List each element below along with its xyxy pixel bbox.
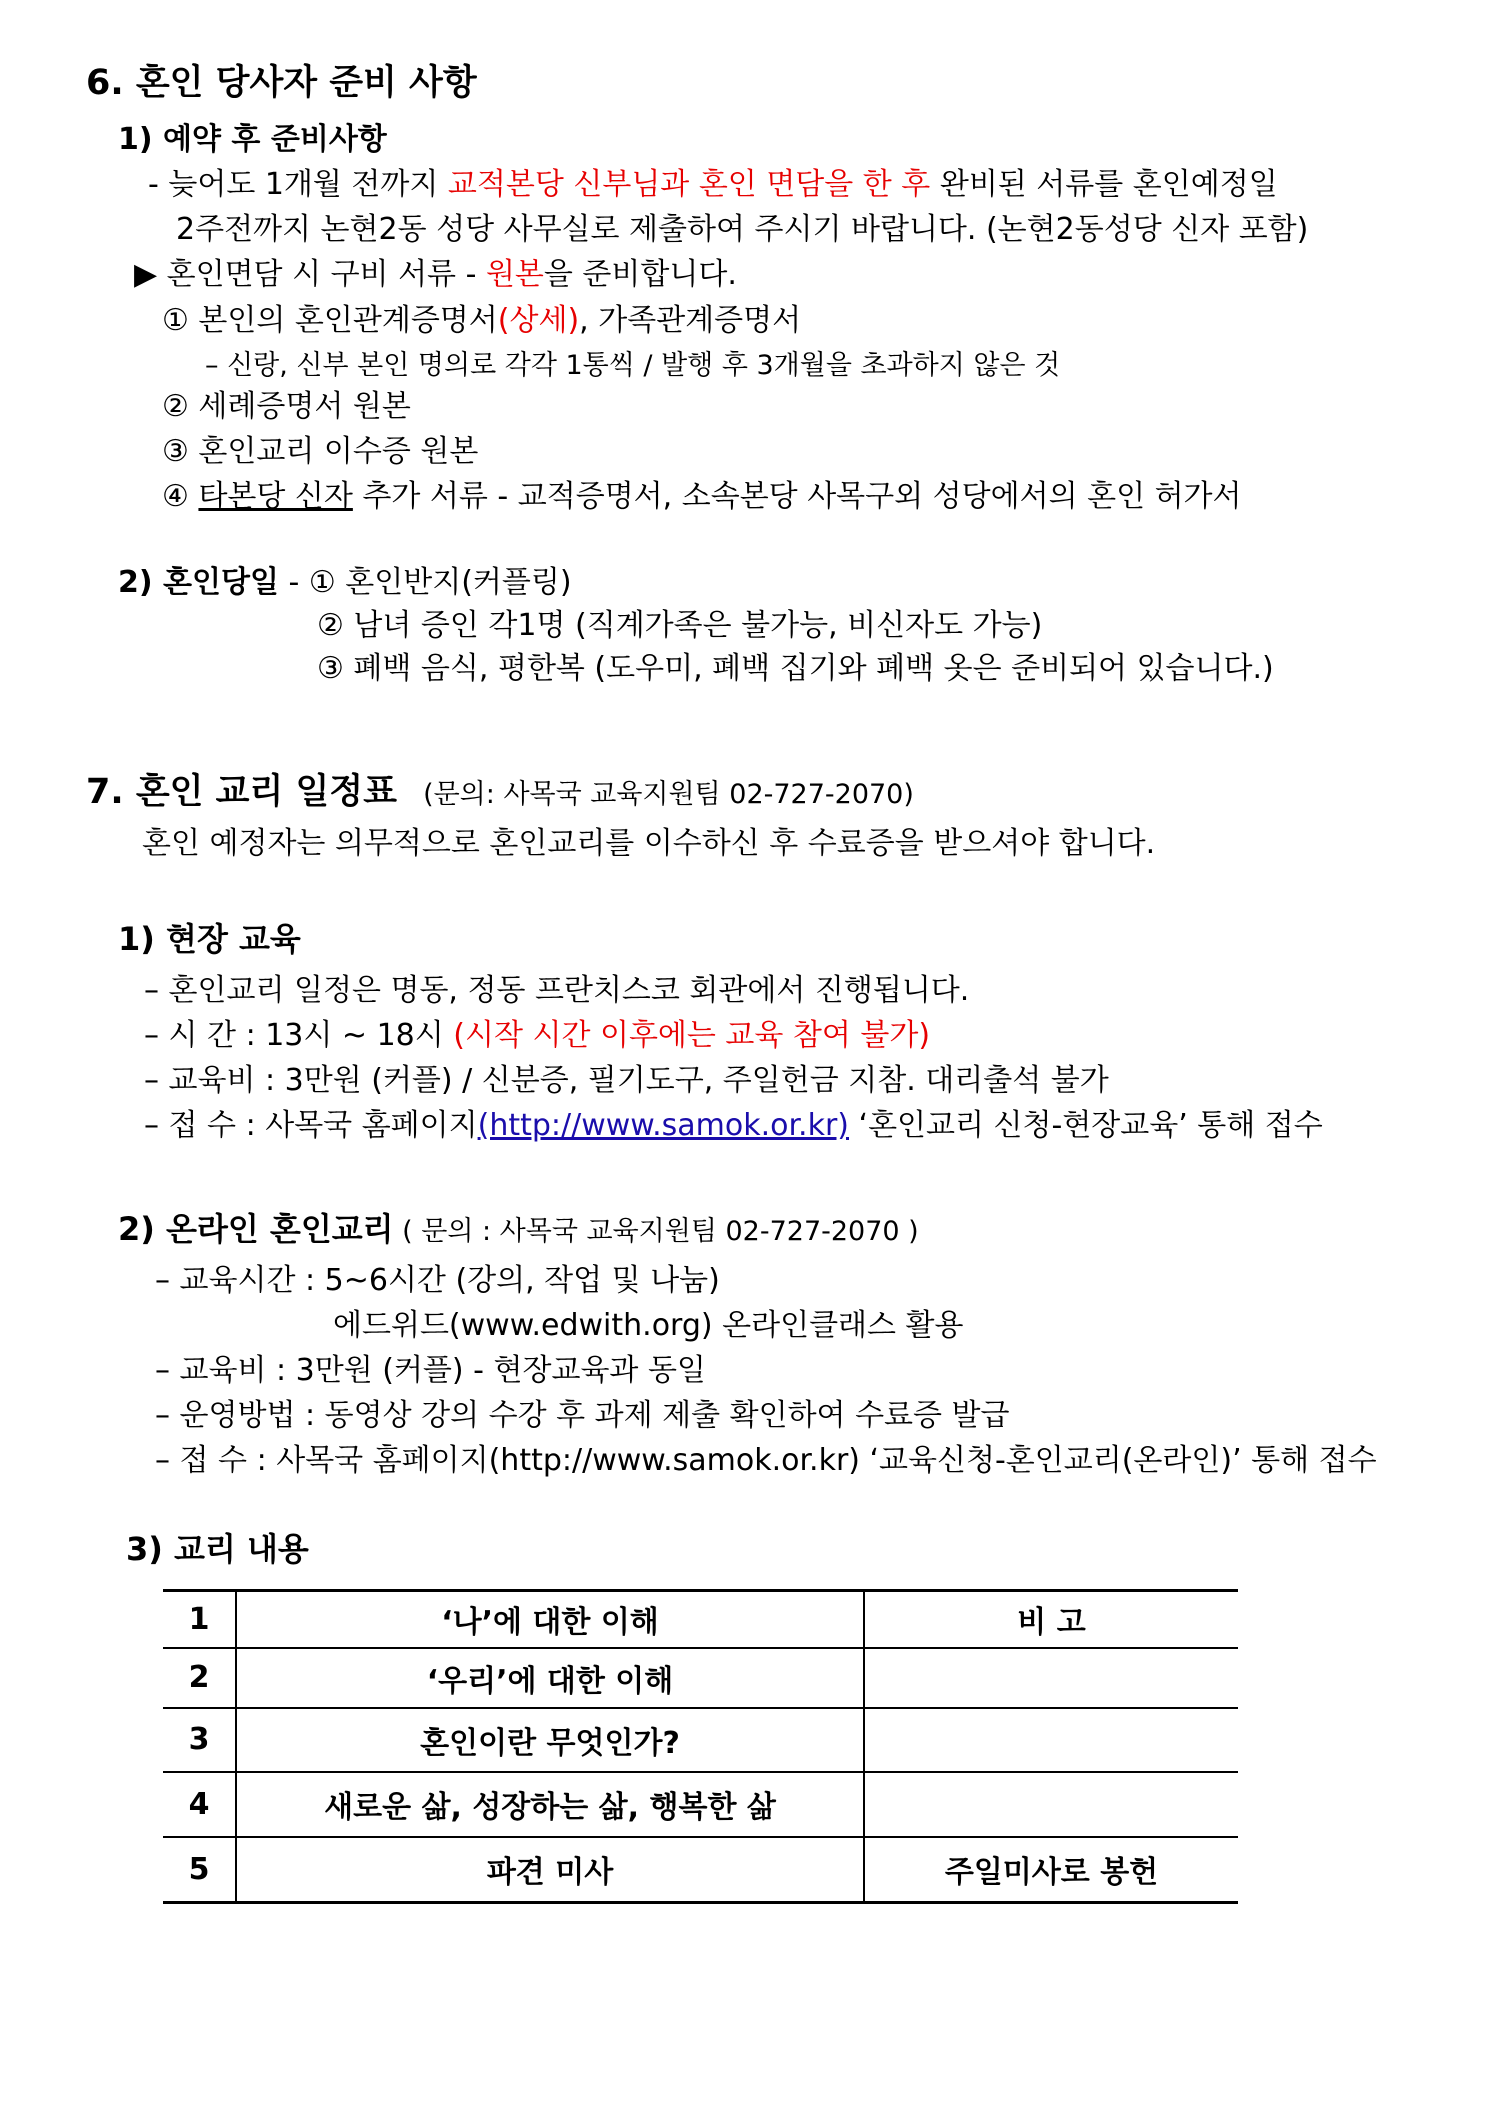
section7-sub2-inquiry: ( 문의 : 사목국 교육지원팀 02-727-2070 ): [393, 1216, 919, 1247]
row-number: 1: [163, 1591, 236, 1648]
text: ‘혼인교리 신청-현장교육’ 통해 접수: [849, 1108, 1323, 1143]
online-item-4: – 접 수 : 사목국 홈페이지(http://www.samok.or.kr) ‘교육신청-혼인교리(온라인)’ 통해 접수: [155, 1443, 1377, 1478]
doc-item-2: ② 세례증명서 원본: [162, 389, 411, 424]
text: -: [278, 565, 309, 600]
text: ① 혼인반지(커플링): [308, 565, 572, 600]
table-row: [163, 1708, 1238, 1772]
doc-item-3: ③ 혼인교리 이수증 원본: [162, 434, 479, 469]
row-note: [864, 1772, 1238, 1837]
highlight-text: 교적본당 신부님과 혼인 면담을 한 후: [447, 167, 931, 202]
text: ▶ 혼인면담 시 구비 서류 -: [134, 257, 486, 292]
onsite-item-2: [144, 1017, 930, 1055]
row-topic: ‘우리’에 대한 이해: [236, 1648, 864, 1708]
doc-item-1: [162, 302, 801, 340]
text: 추가 서류 - 교적증명서, 소속본당 사목구외 성당에서의 혼인 허가서: [352, 479, 1242, 514]
section6-sub2: 2) 혼인당일: [118, 565, 279, 600]
paragraph-1-line2: 2주전까지 논현2동 성당 사무실로 제출하여 주시기 바랍니다. (논현2동성당 신자 포함): [176, 212, 1309, 247]
section7-sub2-line: [118, 1210, 919, 1251]
wedding-day-line2: ② 남녀 증인 각1명 (직계가족은 불가능, 비신자도 가능): [317, 608, 1043, 643]
section7-sub3: 3) 교리 내용: [126, 1530, 309, 1568]
row-number: 3: [163, 1708, 236, 1772]
row-number: 2: [163, 1648, 236, 1708]
text: - 늦어도 1개월 전까지: [148, 167, 448, 202]
section7-title: 7. 혼인 교리 일정표: [86, 772, 397, 812]
highlight-text: (시작 시간 이후에는 교육 참여 불가): [453, 1018, 931, 1053]
row-topic: ‘나’에 대한 이해: [236, 1591, 864, 1648]
row-topic: 혼인이란 무엇인가?: [236, 1708, 864, 1772]
online-item-2: – 교육비 : 3만원 (커플) - 현장교육과 동일: [155, 1353, 706, 1388]
row-number: 5: [163, 1837, 236, 1903]
section7-intro: 혼인 예정자는 의무적으로 혼인교리를 이수하신 후 수료증을 받으셔야 합니다.: [142, 826, 1156, 861]
online-item-3: – 운영방법 : 동영상 강의 수강 후 과제 제출 확인하여 수료증 발급: [155, 1398, 1010, 1433]
row-topic: 새로운 삶, 성장하는 삶, 행복한 삶: [236, 1772, 864, 1837]
section6-sub1: 1) 예약 후 준비사항: [118, 122, 387, 157]
wedding-day-line3: ③ 폐백 음식, 평한복 (도우미, 폐백 집기와 폐백 옷은 준비되어 있습니다.): [317, 651, 1274, 686]
text: , 가족관계증명서: [579, 303, 802, 338]
samok-homepage-link[interactable]: (http://www.samok.or.kr): [477, 1108, 849, 1143]
doc-item-4: [162, 478, 1242, 516]
text: – 접 수 : 사목국 홈페이지: [144, 1108, 478, 1143]
highlight-text: (상세): [497, 303, 580, 338]
docs-heading: [134, 256, 737, 294]
table-row: [163, 1648, 1238, 1708]
paragraph-1-line1: [148, 166, 1278, 204]
doc-item-1-note: – 신랑, 신부 본인 명의로 각각 1통씩 / 발행 후 3개월을 초과하지 않은 것: [205, 350, 1061, 381]
text: 완비된 서류를 혼인예정일: [930, 167, 1278, 202]
online-item-1: – 교육시간 : 5~6시간 (강의, 작업 및 나눔): [155, 1263, 720, 1298]
section7-title-line: [86, 770, 914, 817]
online-item-1b: 에드위드(www.edwith.org) 온라인클래스 활용: [333, 1308, 964, 1343]
row-note: 주일미사로 봉헌: [864, 1837, 1238, 1903]
table-row: [163, 1772, 1238, 1837]
table-row: [163, 1591, 1238, 1648]
row-note: [864, 1648, 1238, 1708]
section7-sub2: 2) 온라인 혼인교리: [118, 1210, 394, 1248]
row-note: [864, 1708, 1238, 1772]
row-topic: 파견 미사: [236, 1837, 864, 1903]
section7-sub1: 1) 현장 교육: [118, 920, 301, 958]
onsite-item-1: – 혼인교리 일정은 명동, 정동 프란치스코 회관에서 진행됩니다.: [144, 973, 970, 1008]
text: ④: [162, 479, 199, 514]
wedding-day-line1: [118, 564, 572, 602]
section6-title: 6. 혼인 당사자 준비 사항: [86, 63, 477, 103]
table-row: [163, 1837, 1238, 1903]
section7-inquiry: (문의: 사목국 교육지원팀 02-727-2070): [423, 779, 914, 810]
text: – 시 간 : 13시 ~ 18시: [144, 1018, 454, 1053]
text: 을 준비합니다.: [543, 257, 737, 292]
underlined-text: 타본당 신자: [198, 479, 353, 514]
curriculum-table: [163, 1589, 1238, 1904]
highlight-text: 원본: [485, 257, 544, 292]
onsite-item-4: [144, 1107, 1323, 1145]
onsite-item-3: – 교육비 : 3만원 (커플) / 신분증, 필기도구, 주일헌금 지참. 대리출석 불가: [144, 1063, 1109, 1098]
row-number: 4: [163, 1772, 236, 1837]
text: ① 본인의 혼인관계증명서: [162, 303, 498, 338]
row-note: 비 고: [864, 1591, 1238, 1648]
